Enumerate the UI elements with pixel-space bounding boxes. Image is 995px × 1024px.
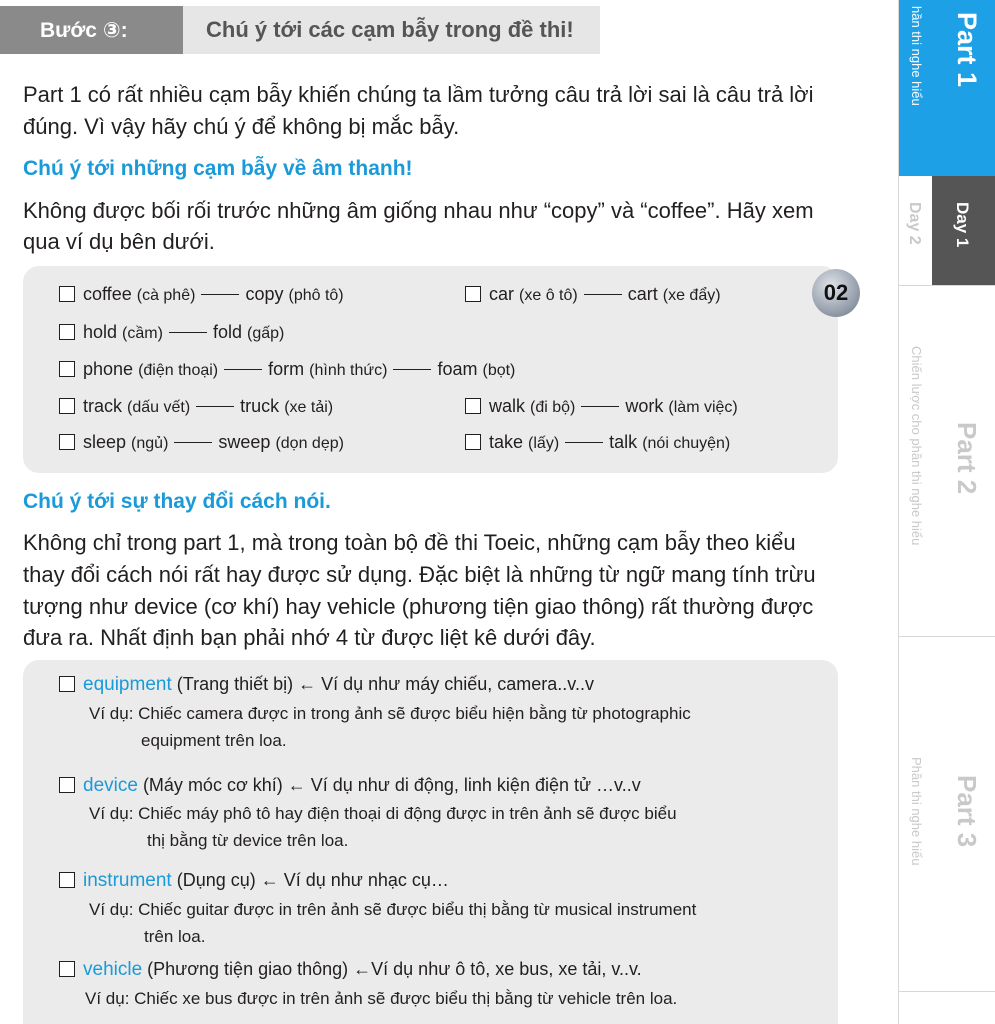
dash-line (174, 442, 212, 443)
tab-part2-sub: Chiến lược cho phần thi nghe hiểu (909, 346, 924, 546)
tab-part1-sub: hần thi nghe hiểu (909, 6, 924, 106)
track-badge: 02 (812, 269, 860, 317)
dash-line (196, 406, 234, 407)
step-label: Bước ③: (0, 6, 183, 54)
side-tab-bar (898, 0, 995, 1024)
tab-part1[interactable] (899, 0, 995, 176)
example-line: Ví dụ: Chiếc camera được in trong ảnh sẽ được biểu hiện bằng từ photographic (89, 704, 691, 723)
pair-item: track (dấu vết) truck (xe tải) (59, 396, 333, 417)
checkbox[interactable] (59, 434, 75, 450)
example-line: thị bằng từ device trên loa. (147, 831, 349, 850)
tab-part2-label: Part 2 (952, 422, 982, 495)
example-line: trên loa. (144, 927, 206, 946)
checkbox[interactable] (465, 434, 481, 450)
pair-item: walk (đi bộ) work (làm việc) (465, 396, 738, 417)
intro-line-1: Part 1 có rất nhiều cạm bẫy khiến chúng ta lầm tưởng câu trả lời sai là câu trả lời (23, 82, 814, 107)
dash-line (224, 369, 262, 370)
sound-heading: Chú ý tới những cạm bẫy về âm thanh! (23, 157, 413, 180)
pair-item: coffee (cà phê) copy (phô tô) (59, 284, 344, 305)
tab-day1[interactable] (932, 176, 995, 286)
tab-part3-label: Part 3 (952, 775, 982, 848)
paraphrase-heading: Chú ý tới sự thay đổi cách nói. (23, 490, 331, 513)
dash-line (584, 294, 622, 295)
tab-part1-label: Part 1 (952, 12, 982, 88)
dash-line (581, 406, 619, 407)
term-device: device (Máy móc cơ khí) ← Ví dụ như di động, linh kiện điện tử …v..v (59, 775, 641, 797)
example-line: Ví dụ: Chiếc guitar được in trên ảnh sẽ được biểu thị bằng từ musical instrument (89, 900, 697, 919)
checkbox[interactable] (59, 872, 75, 888)
pair-item: hold (cầm) fold (gấp) (59, 322, 284, 343)
paraphrase-line: thay đổi cách nói rất hay được sử dụng. Đặc biệt là những từ ngữ mang tính trừu (23, 562, 816, 587)
tab-part2[interactable] (899, 286, 995, 637)
dash-line (565, 442, 603, 443)
checkbox[interactable] (59, 777, 75, 793)
section-title: Chú ý tới các cạm bẫy trong đề thi! (183, 6, 600, 54)
tab-day2-label: Day 2 (906, 202, 923, 245)
dash-line (393, 369, 431, 370)
tab-day1-label: Day 1 (953, 202, 972, 248)
intro-line-2: đúng. Vì vậy hãy chú ý để không bị mắc bẫy. (23, 114, 460, 139)
checkbox[interactable] (59, 361, 75, 377)
checkbox[interactable] (59, 961, 75, 977)
checkbox[interactable] (59, 286, 75, 302)
dash-line (169, 332, 207, 333)
checkbox[interactable] (59, 398, 75, 414)
tab-part3-sub: Phần thi nghe hiểu (909, 757, 924, 866)
pair-item: take (lấy) talk (nói chuyện) (465, 432, 730, 453)
checkbox[interactable] (465, 398, 481, 414)
dash-line (201, 294, 239, 295)
example-line: Ví dụ: Chiếc xe bus được in trên ảnh sẽ được biểu thị bằng từ vehicle trên loa. (85, 989, 678, 1008)
paraphrase-line: Không chỉ trong part 1, mà trong toàn bộ đề thi Toeic, những cạm bẫy theo kiểu (23, 530, 796, 555)
tab-day2[interactable] (899, 176, 932, 286)
checkbox[interactable] (59, 324, 75, 340)
example-line: equipment trên loa. (141, 731, 287, 750)
example-line: Ví dụ: Chiếc máy phô tô hay điện thoại di động được in trên ảnh sẽ được biểu (89, 804, 677, 823)
term-vehicle: vehicle (Phương tiện giao thông) ←Ví dụ như ô tô, xe bus, xe tải, v..v. (59, 959, 642, 981)
pair-item: phone (điện thoại) form (hình thức) foam (bọt) (59, 359, 515, 380)
checkbox[interactable] (465, 286, 481, 302)
term-instrument: instrument (Dụng cụ) ← Ví dụ như nhạc cụ… (59, 870, 449, 892)
paraphrase-line: đưa ra. Nhất định bạn phải nhớ 4 từ được liệt kê dưới đây. (23, 625, 596, 650)
tab-part3[interactable] (899, 637, 995, 992)
term-equipment: equipment (Trang thiết bị) ← Ví dụ như máy chiếu, camera..v..v (59, 674, 594, 696)
checkbox[interactable] (59, 676, 75, 692)
paraphrase-line: tượng như device (cơ khí) hay vehicle (phương tiện giao thông) rất thường được (23, 594, 814, 619)
sound-line-2: qua ví dụ bên dưới. (23, 229, 215, 254)
pair-item: car (xe ô tô) cart (xe đẩy) (465, 284, 721, 305)
pair-item: sleep (ngủ) sweep (dọn dẹp) (59, 432, 344, 453)
sound-line-1: Không được bối rối trước những âm giống nhau như “copy” và “coffee”. Hãy xem (23, 198, 814, 223)
